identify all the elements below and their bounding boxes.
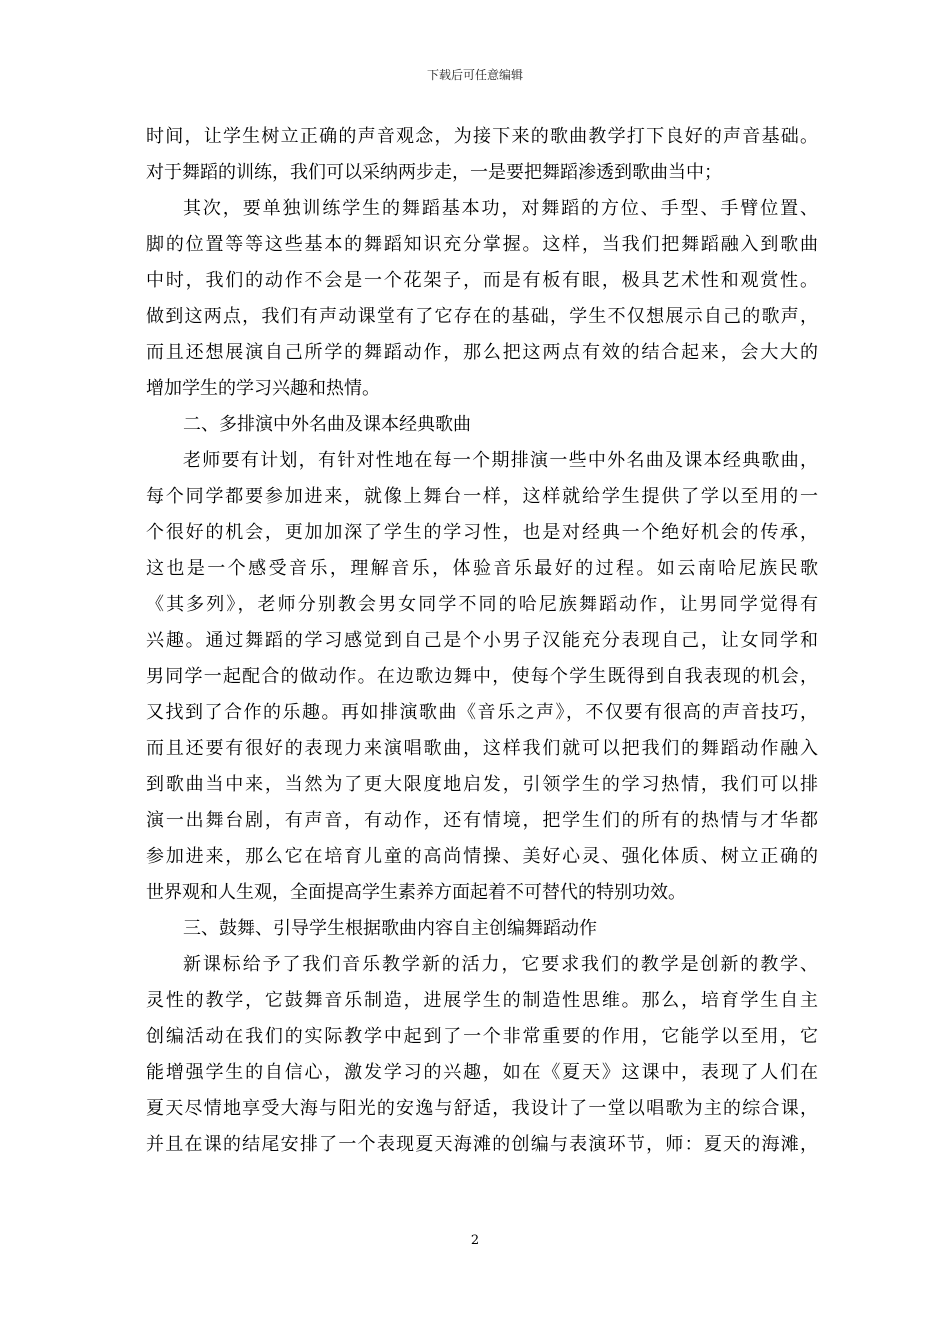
text-line: 能增强学生的自信心，激发学习的兴趣，如在《夏天》这课中，表现了人们在 (146, 1062, 818, 1083)
text-line: 增加学生的学习兴趣和热情。 (146, 378, 380, 399)
text-line: 对于舞蹈的训练，我们可以采纳两步走，一是要把舞蹈渗透到歌曲当中； (146, 162, 722, 183)
body-text (146, 119, 818, 1163)
text-line: 脚的位置等等这些基本的舞蹈知识充分掌握。这样，当我们把舞蹈融入到歌曲 (146, 234, 818, 255)
text-line: 做到这两点，我们有声动课堂有了它存在的基础，学生不仅想展示自己的歌声， (146, 306, 818, 327)
section-heading: 三、鼓舞、引导学生根据歌曲内容自主创编舞蹈动作 (183, 918, 597, 939)
text-line: 男同学一起配合的做动作。在边歌边舞中，使每个学生既得到自我表现的机会， (146, 666, 818, 687)
text-line: 夏天尽情地享受大海与阳光的安逸与舒适，我设计了一堂以唱歌为主的综合课， (146, 1098, 818, 1119)
text-line: 并且在课的结尾安排了一个表现夏天海滩的创编与表演环节，师：夏天的海滩， (146, 1134, 818, 1155)
text-line: 新课标给予了我们音乐教学新的活力，它要求我们的教学是创新的教学、 (183, 954, 818, 975)
text-line: 又找到了合作的乐趣。再如排演歌曲《音乐之声》，不仅要有很高的声音技巧， (146, 702, 818, 723)
text-line: 兴趣。通过舞蹈的学习感觉到自己是个小男子汉能充分表现自己，让女同学和 (146, 630, 818, 651)
text-line: 灵性的教学，它鼓舞音乐制造，进展学生的制造性思维。那么，培育学生自主 (146, 990, 818, 1011)
text-line: 创编活动在我们的实际教学中起到了一个非常重要的作用，它能学以至用，它 (146, 1026, 818, 1047)
page-header: 下载后可任意编辑 (426, 68, 523, 82)
text-line: 而且还要有很好的表现力来演唱歌曲，这样我们就可以把我们的舞蹈动作融入 (146, 738, 818, 759)
section-heading: 二、多排演中外名曲及课本经典歌曲 (183, 414, 471, 435)
text-line: 而且还想展演自己所学的舞蹈动作，那么把这两点有效的结合起来，会大大的 (146, 342, 818, 363)
text-line: 老师要有计划，有针对性地在每一个期排演一些中外名曲及课本经典歌曲， (183, 450, 818, 471)
text-line: 个很好的机会，更加加深了学生的学习性，也是对经典一个绝好机会的传承， (146, 522, 818, 543)
text-line: 《其多列》，老师分别教会男女同学不同的哈尼族舞蹈动作，让男同学觉得有 (146, 594, 818, 615)
text-line: 中时，我们的动作不会是一个花架子，而是有板有眼，极具艺术性和观赏性。 (146, 270, 818, 291)
text-line: 时间，让学生树立正确的声音观念，为接下来的歌曲教学打下良好的声音基础。 (146, 126, 818, 147)
text-line: 参加进来，那么它在培育儿童的高尚情操、美好心灵、强化体质、树立正确的 (146, 846, 818, 867)
text-line: 这也是一个感受音乐，理解音乐，体验音乐最好的过程。如云南哈尼族民歌 (146, 558, 818, 579)
text-line: 演一出舞台剧，有声音，有动作，还有情境，把学生们的所有的热情与才华都 (146, 810, 818, 831)
text-line: 每个同学都要参加进来，就像上舞台一样，这样就给学生提供了学以至用的一 (146, 486, 818, 507)
text-line: 到歌曲当中来，当然为了更大限度地启发，引领学生的学习热情，我们可以排 (146, 774, 818, 795)
text-line: 世界观和人生观，全面提高学生素养方面起着不可替代的特别功效。 (146, 882, 686, 903)
page-number: 2 (470, 1233, 480, 1248)
text-line: 其次，要单独训练学生的舞蹈基本功，对舞蹈的方位、手型、手臂位置、 (183, 198, 818, 219)
